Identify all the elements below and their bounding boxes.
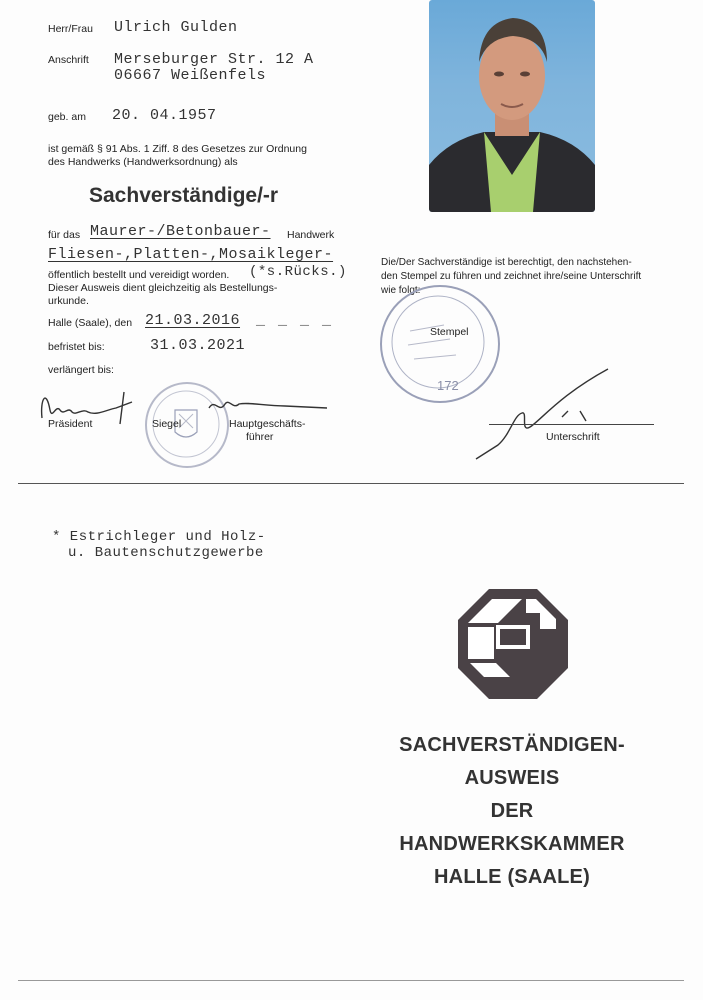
right-text-line2: den Stempel zu führen und zeichnet ihre/seine Unterschrift	[381, 271, 642, 282]
place-date-value: 21.03.2016	[145, 312, 241, 329]
appointed-text: öffentlich bestellt und vereidigt worden.	[48, 269, 230, 281]
right-text-line3: wie folgt:	[381, 285, 421, 296]
trade-value-2: Fliesen-,Platten-,Mosaikleger-	[48, 246, 334, 263]
seal-label: Siegel	[152, 418, 182, 430]
back-note-line2: u. Bautenschutzgewerbe	[68, 545, 264, 561]
back-title-line5: HALLE (SAALE)	[434, 866, 590, 888]
expert-signature	[470, 365, 620, 465]
name-value: Ulrich Gulden	[114, 19, 238, 36]
legal-text-line2: des Handwerks (Handwerksordnung) als	[48, 156, 238, 168]
place-date-label: Halle (Saale), den	[48, 317, 133, 329]
right-text-line1: Die/Der Sachverständige ist berechtigt, den nachstehen-	[381, 257, 632, 268]
back-title-line3: DER	[490, 800, 534, 822]
back-title-line4: HANDWERKSKAMMER	[399, 833, 625, 855]
trade-value-1: Maurer-/Betonbauer-	[90, 223, 271, 240]
appointed-note: (*s.Rücks.)	[249, 264, 347, 280]
address-label: Anschrift	[48, 54, 89, 66]
back-title	[372, 729, 652, 894]
back-title-line1: SACHVERSTÄNDIGEN-	[399, 734, 625, 756]
chamber-logo	[456, 587, 570, 701]
name-label: Herr/Frau	[48, 23, 93, 35]
manager-label-line1: Hauptgeschäfts-	[229, 418, 306, 430]
bottom-edge	[18, 980, 684, 981]
place-date-dashes: _ _ _ _	[256, 312, 334, 329]
trade-suffix: Handwerk	[287, 229, 335, 241]
portrait-photo	[429, 0, 595, 212]
birth-label: geb. am	[48, 111, 86, 123]
valid-until-value: 31.03.2021	[150, 337, 246, 354]
role-title: Sachverständige/-r	[89, 184, 279, 207]
manager-label-line2: führer	[246, 431, 274, 443]
back-note-line1: * Estrichleger und Holz-	[52, 529, 266, 545]
signature-line	[489, 424, 654, 425]
address-line2: 06667 Weißenfels	[114, 67, 267, 84]
fold-line	[18, 483, 684, 484]
legal-text-line1: ist gemäß § 91 Abs. 1 Ziff. 8 des Gesetzes zur Ordnung	[48, 143, 307, 155]
trade-prefix: für das	[48, 229, 81, 241]
extended-label: verlängert bis:	[48, 364, 114, 376]
dual-use-line1: Dieser Ausweis dient gleichzeitig als Bestellungs-	[48, 282, 278, 294]
signature-label: Unterschrift	[546, 431, 600, 443]
address-line1: Merseburger Str. 12 A	[114, 51, 314, 68]
stamp-number: 172	[437, 378, 459, 393]
stamp-label: Stempel	[430, 326, 469, 338]
valid-until-label: befristet bis:	[48, 341, 105, 353]
birth-value: 20. 04.1957	[112, 107, 217, 124]
president-label: Präsident	[48, 418, 93, 430]
dual-use-line2: urkunde.	[48, 295, 89, 307]
back-title-line2: AUSWEIS	[464, 767, 560, 789]
